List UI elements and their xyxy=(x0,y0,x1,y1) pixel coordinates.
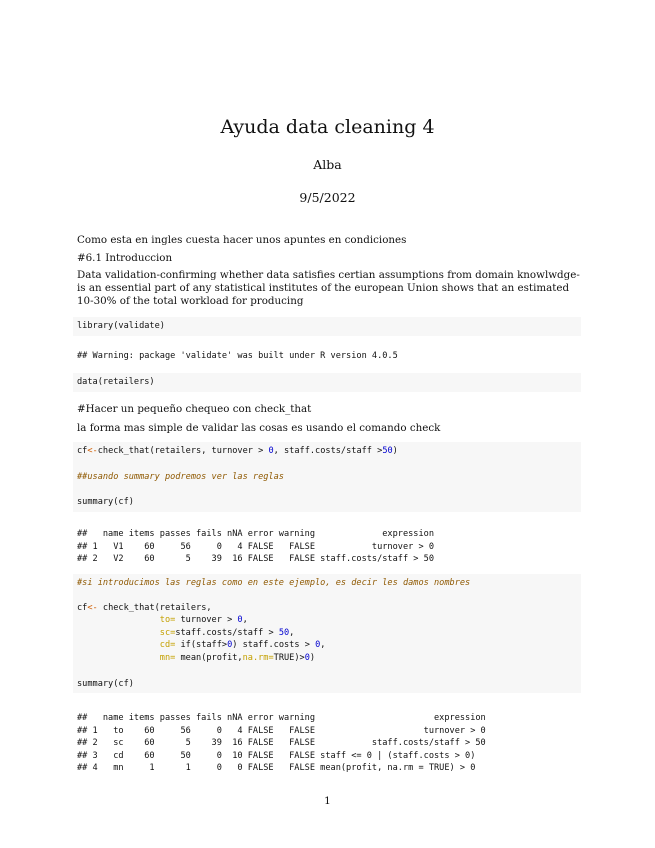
document-title: Ayuda data cleaning 4 xyxy=(220,116,435,138)
output-block-summary-2 xyxy=(73,709,581,778)
output-line: ## name items passes fails nNA error warning expression xyxy=(77,529,434,539)
output-line: ## 1 to 60 56 0 4 FALSE FALSE turnover > 0 xyxy=(77,725,486,736)
output-line: ## 4 mn 1 1 0 0 FALSE FALSE mean(profit, na.rm = TRUE) > 0 xyxy=(77,763,476,774)
check-that-paragraph: #Hacer un pequeño chequeo con check_that xyxy=(77,403,312,415)
code-block-check-that xyxy=(73,442,581,512)
code-line-check-that: cf<-check_that(retailers, turnover > 0, staff.costs/staff >50) xyxy=(77,446,398,456)
page-number: 1 xyxy=(324,795,331,807)
output-line: ## 1 V1 60 56 0 4 FALSE FALSE turnover > 0 xyxy=(77,541,434,552)
code-comment: ##usando summary podremos ver las reglas xyxy=(77,471,284,482)
output-line: ## 2 sc 60 5 39 16 FALSE FALSE staff.costs/staff > 50 xyxy=(77,738,486,749)
code-block-library xyxy=(73,317,581,336)
code-line-cf: cf<- check_that(retailers, xyxy=(77,602,212,613)
code-line-cd: cd= if(staff>0) staff.costs > 0, xyxy=(159,640,326,651)
simple-validation-paragraph: la forma mas simple de validar las cosas es usando el comando check xyxy=(77,422,441,434)
code-block-named-rules xyxy=(73,574,581,693)
output-block-warning xyxy=(73,347,581,366)
code-line-summary: summary(cf) xyxy=(77,678,134,689)
output-line: ## 3 cd 60 50 0 10 FALSE FALSE staff <= 0 | (staff.costs > 0) xyxy=(77,750,476,761)
code-comment: #si introducimos las reglas como en este ejemplo, es decir les damos nombres xyxy=(77,578,471,588)
data-validation-paragraph: Data validation-confirming whether data satisfies certian assumptions from domain knowlwdge-is an essential part of any statistical institutes of the european Union shows that an estimated 10-30% of the total workload for producing xyxy=(77,269,580,307)
code-line-mn: mn= mean(profit,na.rm=TRUE)>0) xyxy=(159,652,316,663)
output-line: ## name items passes fails nNA error warning expression xyxy=(77,713,486,723)
code-line-to: to= turnover > 0, xyxy=(159,615,248,626)
code-line: data(retailers) xyxy=(77,377,155,387)
document-date: 9/5/2022 xyxy=(299,190,356,205)
output-line: ## 2 V2 60 5 39 16 FALSE FALSE staff.costs/staff > 50 xyxy=(77,554,434,565)
output-block-summary-1 xyxy=(73,525,581,569)
code-block-data xyxy=(73,373,581,392)
code-line: library(validate) xyxy=(77,321,165,331)
code-line-sc: sc=staff.costs/staff > 50, xyxy=(159,627,295,638)
output-line: ## Warning: package 'validate' was built under R version 4.0.5 xyxy=(77,351,398,361)
code-line-summary: summary(cf) xyxy=(77,497,134,508)
document-author: Alba xyxy=(313,157,342,172)
intro-paragraph: Como esta en ingles cuesta hacer unos apuntes en condiciones xyxy=(77,234,407,246)
section-heading-paragraph: #6.1 Introduccion xyxy=(77,252,173,264)
